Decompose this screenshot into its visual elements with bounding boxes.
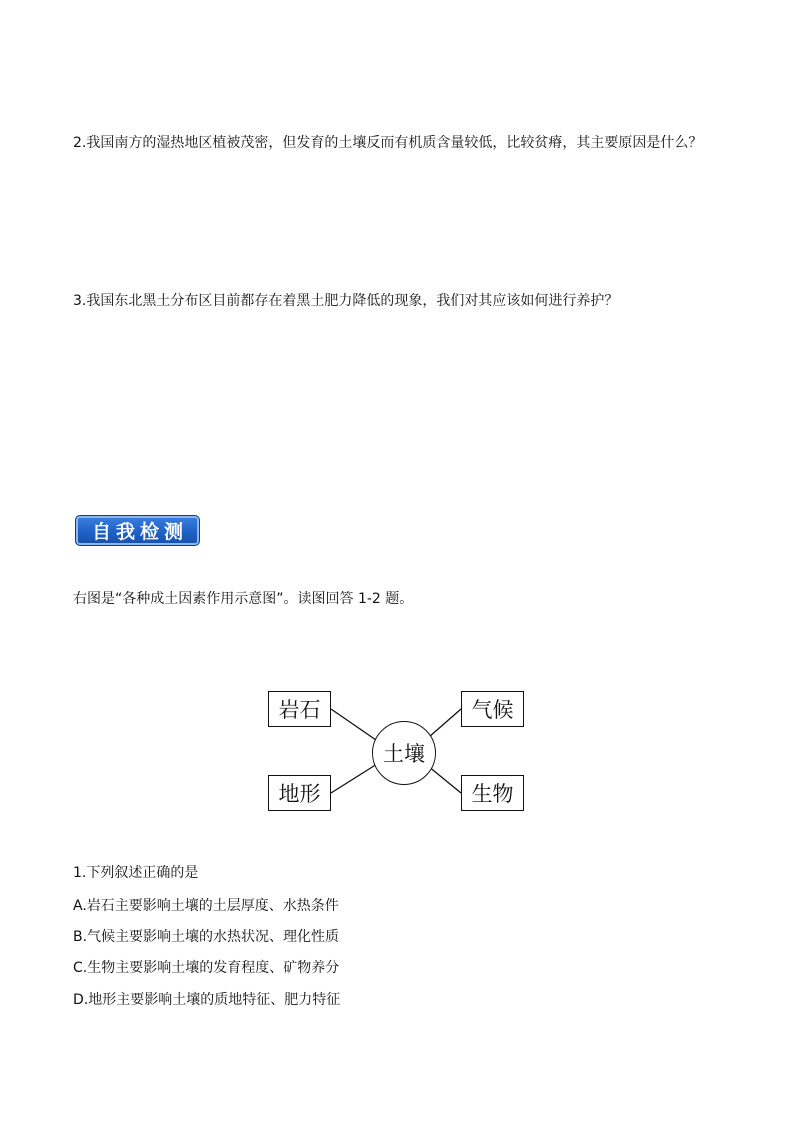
option-d: D.地形主要影响土壤的质地特征、肥力特征	[73, 992, 341, 1008]
option-b: B.气候主要影响土壤的水热状况、理化性质	[73, 929, 340, 945]
factor-box-terrain: 地形	[268, 775, 331, 811]
connector-bio	[428, 766, 461, 793]
connector-climate	[429, 709, 461, 737]
self-check-label: 自我检测	[91, 521, 188, 543]
factor-box-biology: 生物	[461, 775, 524, 811]
question-3: 3.我国东北黑土分布区目前都存在着黑土肥力降低的现象，我们对其应该如何进行养护？	[73, 293, 619, 309]
self-check-badge	[75, 515, 200, 546]
question-2: 2.我国南方的湿热地区植被茂密，但发育的土壤反而有机质含量较低，比较贫瘠，其主要原因是什么？	[73, 135, 703, 151]
connector-terrain	[331, 764, 377, 793]
soil-center-circle: 土壤	[372, 721, 436, 785]
factor-box-rock: 岩石	[268, 691, 331, 727]
option-a: A.岩石主要影响土壤的土层厚度、水热条件	[73, 898, 339, 914]
factor-box-climate: 气候	[461, 691, 524, 727]
option-c: C.生物主要影响土壤的发育程度、矿物养分	[73, 960, 340, 976]
question-1-stem: 1.下列叙述正确的是	[73, 865, 199, 881]
diagram-intro: 右图是“各种成土因素作用示意图”。读图回答 1-2 题。	[73, 591, 414, 607]
connector-rock	[331, 709, 376, 740]
